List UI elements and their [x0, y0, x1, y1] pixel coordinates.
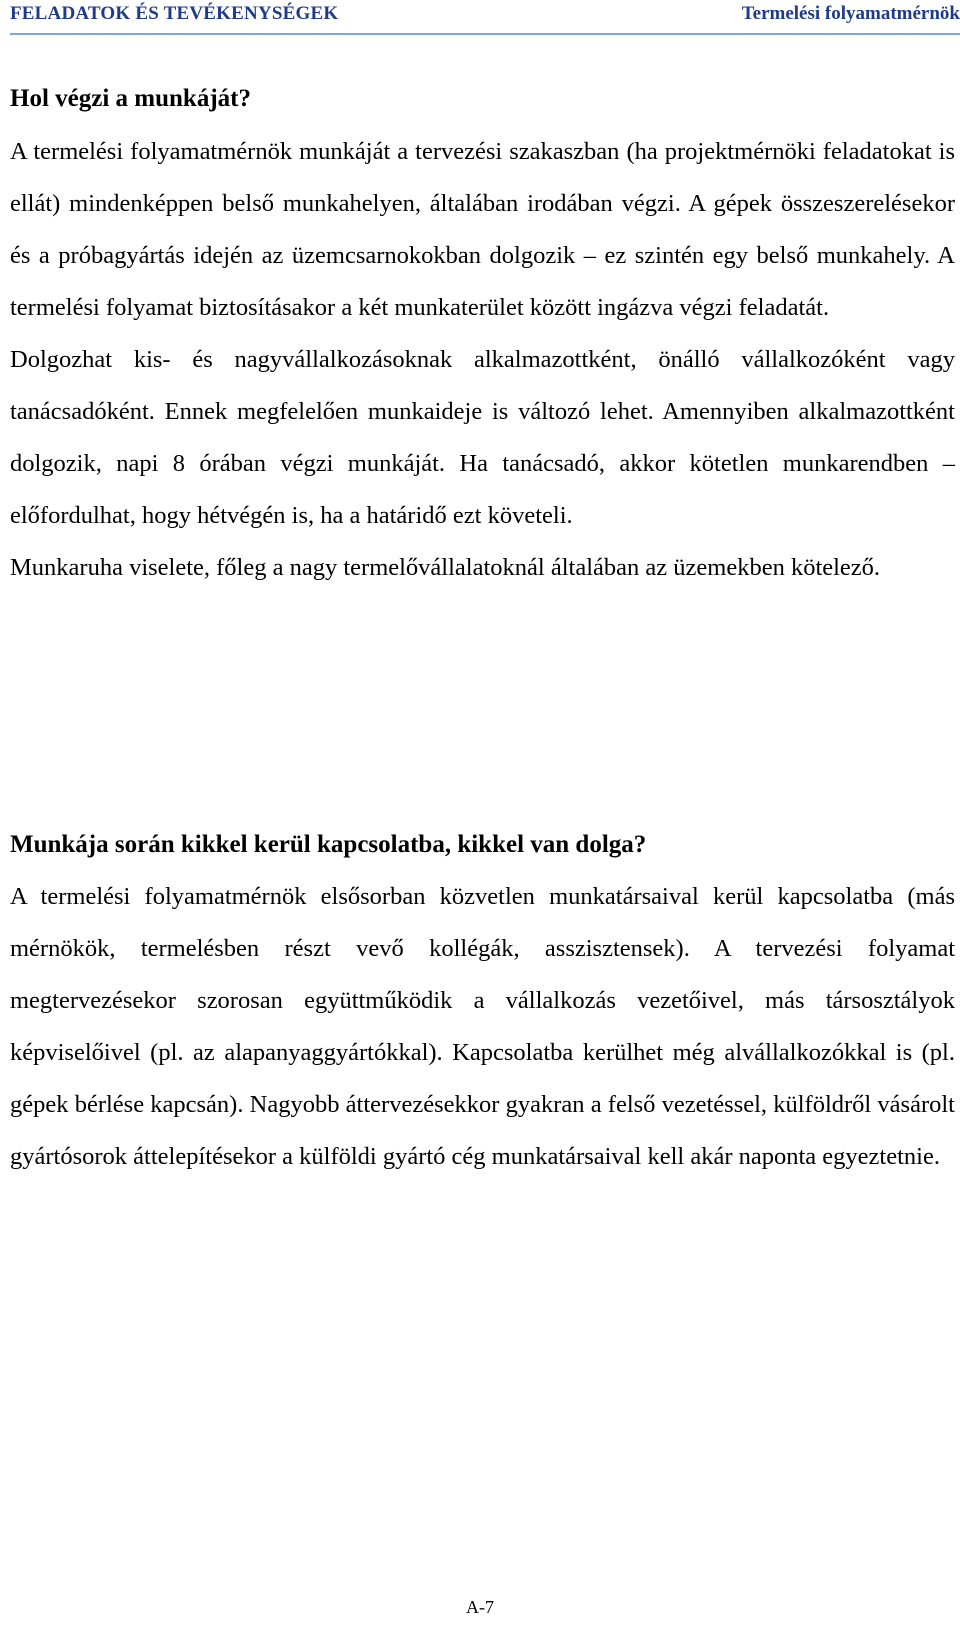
header-chapter-title: FELADATOK ÉS TEVÉKENYSÉGEK [10, 3, 339, 24]
paragraph: Munkaruha viselete, főleg a nagy termelővállalatoknál általában az üzemekben kötelező. [10, 554, 881, 581]
page-header [10, 0, 960, 35]
header-document-title: Termelési folyamatmérnök [741, 3, 960, 24]
paragraph: A termelési folyamatmérnök munkáját a tervezési szakaszban (ha projektmérnöki feladatokat is ellát) mindenképpen belső munkahelyen, általában irodában végzi. A gépek összeszerelésekor és a próbagyártás idején az üzemcsarnokokban dolgozik – ez szintén egy belső munkahely. A termelési folyamat biztosításakor a két munkaterület között ingázva végzi feladatát. [10, 138, 955, 321]
section-contacts [10, 829, 955, 1183]
section-heading: Munkája során kikkel kerül kapcsolatba, kikkel van dolga? [10, 831, 647, 858]
paragraph: A termelési folyamatmérnök elsősorban közvetlen munkatársaival kerül kapcsolatba (más mérnökök, termelésben részt vevő kollégák, asszisztensek). A tervezési folyamat megtervezésekor szorosan együttműködik a vállalkozás vezetőivel, más társosztályok képviselőivel (pl. az alapanyaggyártókkal). Kapcsolatba kerülhet még alvállalkozókkal is (pl. gépek bérlése kapcsán). Nagyobb áttervezésekkor gyakran a felső vezetéssel, külföldről vásárolt gyártósorok áttelepítésekor a külföldi gyártó cég munkatársaival kell akár naponta egyeztetnie. [10, 883, 955, 1170]
paragraph: Dolgozhat kis- és nagyvállalkozásoknak alkalmazottként, önálló vállalkozóként vagy tanácsadóként. Ennek megfelelően munkaideje is változó lehet. Amennyiben alkalmazottként dolgozik, napi 8 órában végzi munkáját. Ha tanácsadó, akkor kötetlen munkarendben – előfordulhat, hogy hétvégén is, ha a határidő ezt követeli. [10, 346, 955, 529]
section-workplace [10, 83, 955, 594]
page-number: A-7 [466, 1597, 494, 1617]
section-heading: Hol végzi a munkáját? [10, 85, 251, 112]
